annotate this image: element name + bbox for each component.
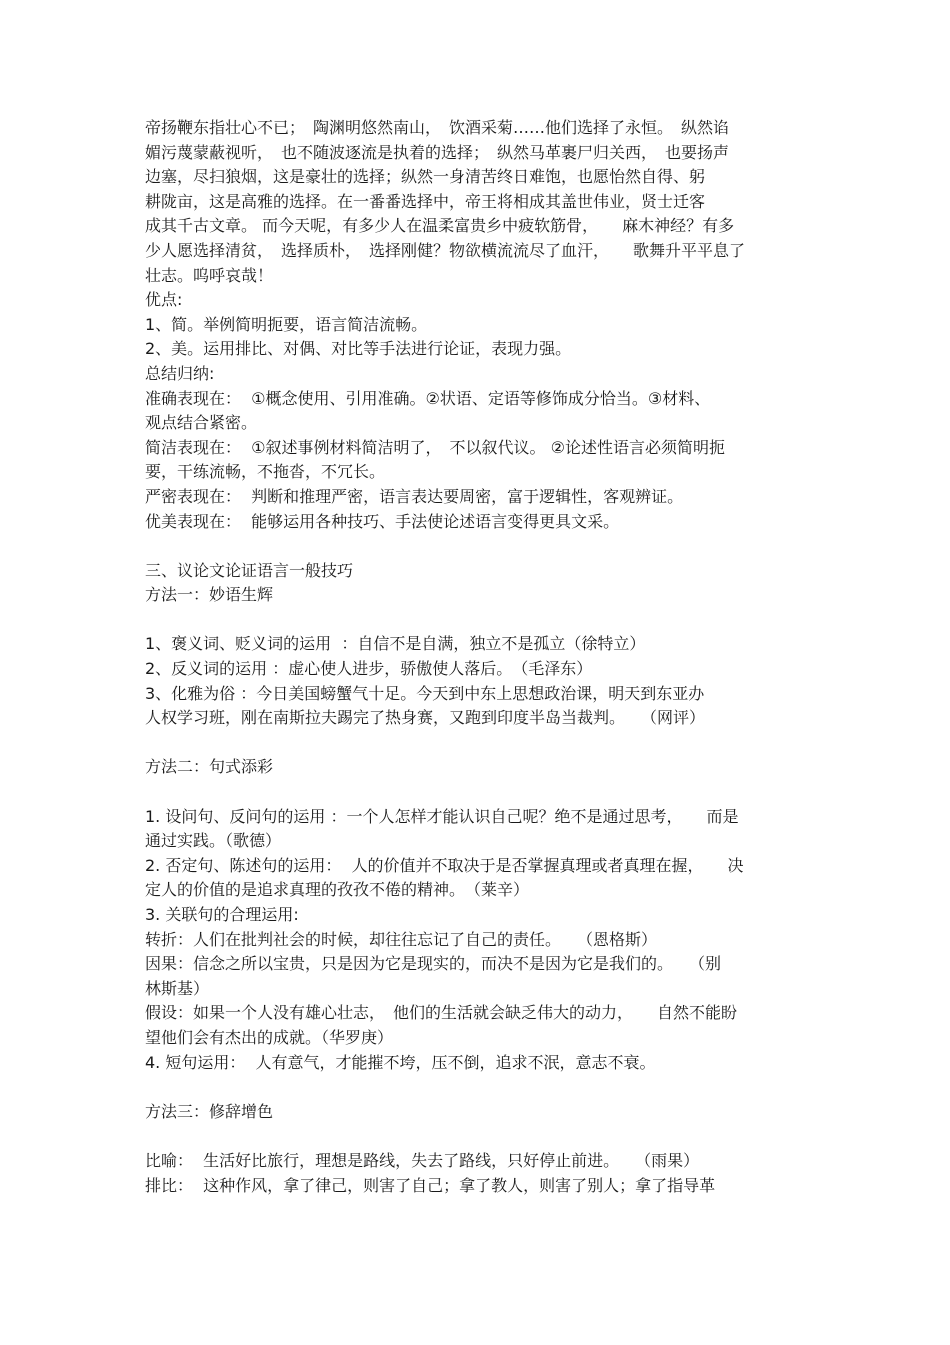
text-line: 准确表现在： ①概念使用、引用准确。②状语、定语等修饰成分恰当。③材料、	[145, 388, 711, 408]
text-line: 帝扬鞭东指壮心不已； 陶渊明悠然南山， 饮酒采菊……他们选择了永恒。 纵然谄	[145, 118, 730, 137]
text-line: 优美表现在： 能够运用各种技巧、手法使论述语言变得更具文采。	[145, 511, 620, 531]
blank-line	[145, 534, 810, 559]
blank-line	[145, 1124, 810, 1149]
text-line: 人权学习班，刚在南斯拉夫踢完了热身赛，又跑到印度半岛当裁判。 （网评）	[145, 708, 706, 728]
text-line: 成其千古文章。 而今天呢，有多少人在温柔富贵乡中疲软筋骨， 麻木神经？有多	[145, 216, 735, 236]
blank-line	[145, 731, 810, 756]
document-body	[145, 116, 810, 1198]
text-line: 优点:	[145, 290, 183, 310]
text-line: 观点结合紧密。	[145, 413, 258, 433]
text-line: 媚污蔑蒙蔽视听， 也不随波逐流是执着的选择； 纵然马革裹尸归关西， 也要扬声	[145, 142, 730, 162]
text-line: 转折：人们在批判社会的时候，却往往忘记了自己的责任。 （恩格斯）	[145, 929, 658, 949]
text-line: 1、褒义词、贬义词的运用 ：自信不是自满，独立不是孤立（徐特立）	[145, 634, 646, 654]
text-line: 严密表现在： 判断和推理严密，语言表达要周密，富于逻辑性，客观辨证。	[145, 486, 684, 506]
text-line: 总结归纳:	[145, 363, 215, 383]
text-line: 边塞，尽扫狼烟，这是豪壮的选择；纵然一身清苦终日难饱，也愿怡然自得、躬	[145, 167, 706, 187]
text-line: 3、化雅为俗 ：今日美国螃蟹气十足。今天到中东上思想政治课，明天到东亚办	[145, 683, 705, 703]
text-line: 壮志。呜呼哀哉！	[145, 265, 274, 285]
text-line: 通过实践。（歌德）	[145, 831, 282, 851]
text-line: 3. 关联句的合理运用:	[145, 905, 299, 924]
blank-line	[145, 608, 810, 633]
text-line: 方法三：修辞增色	[145, 1101, 274, 1121]
text-line: 望他们会有杰出的成就。（华罗庚）	[145, 1027, 394, 1047]
text-line: 4. 短句运用： 人有意气，才能摧不垮，压不倒，追求不泯，意志不衰。	[145, 1052, 656, 1072]
text-line: 要，干练流畅，不拖沓，不冗长。	[145, 462, 386, 482]
text-line: 1、简。举例简明扼要，语言简洁流畅。	[145, 314, 428, 334]
text-line: 比喻： 生活好比旅行，理想是路线，失去了路线，只好停止前进。 （雨果）	[145, 1150, 700, 1170]
text-line: 方法一：妙语生辉	[145, 585, 274, 605]
text-line: 定人的价值的是追求真理的孜孜不倦的精神。 （莱辛）	[145, 880, 530, 900]
text-line: 简洁表现在： ①叙述事例材料简洁明了， 不以叙代议。 ②论述性语言必须简明扼	[145, 437, 725, 457]
blank-line	[145, 780, 810, 805]
blank-line	[145, 1075, 810, 1100]
text-line: 耕陇亩，这是高雅的选择。在一番番选择中，帝王将相成其盖世伟业，贤士迁客	[145, 191, 706, 211]
text-line: 少人愿选择清贫， 选择质朴， 选择刚健？物欲横流流尽了血汗， 歌舞升平平息了	[145, 240, 746, 260]
text-line: 1. 设问句、反问句的运用 ：一个人怎样才能认识自己呢？绝不是通过思考， 而是	[145, 806, 739, 826]
text-line: 2. 否定句、陈述句的运用： 人的价值并不取决于是否掌握真理或者真理在握， 决	[145, 855, 744, 875]
text-line: 2、美。运用排比、对偶、对比等手法进行论证，表现力强。	[145, 339, 572, 359]
text-line: 假设：如果一个人没有雄心壮志， 他们的生活就会缺乏伟大的动力， 自然不能盼	[145, 1003, 738, 1023]
text-line: 方法二：句式添彩	[145, 757, 274, 777]
text-line: 林斯基）	[145, 978, 210, 998]
text-line: 2、反义词的运用 ：虚心使人进步，骄傲使人落后。 （毛泽东）	[145, 659, 593, 679]
text-line: 三、议论文论证语言一般技巧	[145, 560, 354, 580]
text-line: 因果：信念之所以宝贵，只是因为它是现实的，而决不是因为它是我们的。 （别	[145, 954, 722, 974]
text-line: 排比： 这种作风，拿了律己，则害了自己；拿了教人，则害了别人；拿了指导革	[145, 1175, 716, 1195]
